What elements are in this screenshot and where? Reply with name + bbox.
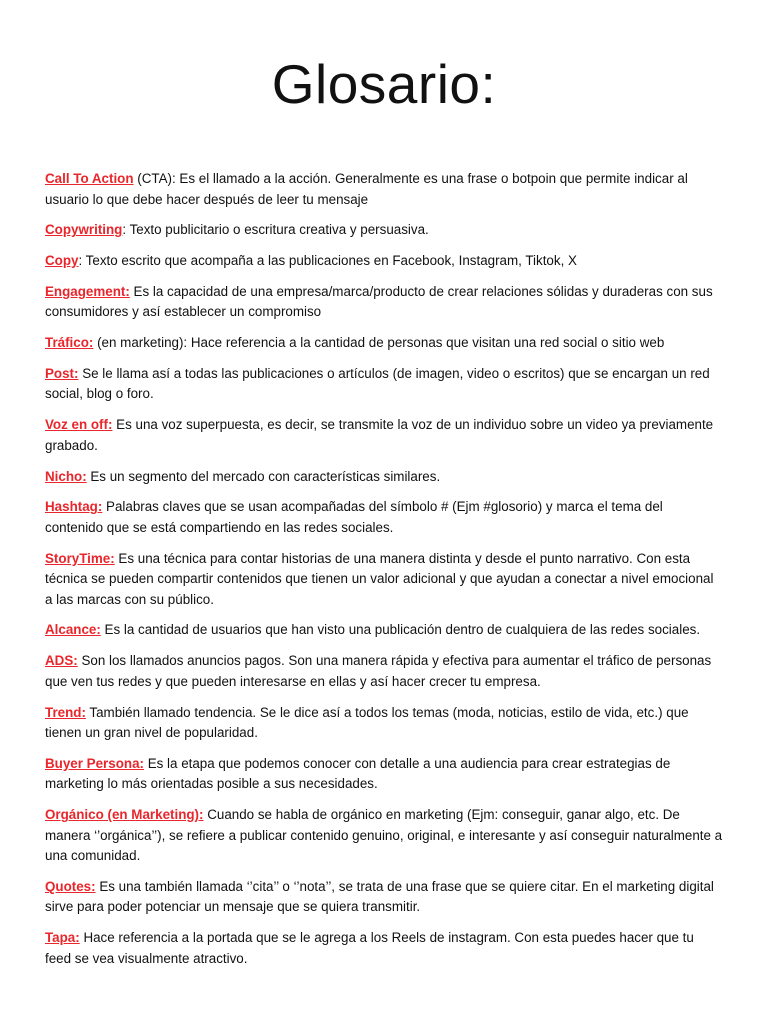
glossary-term: StoryTime: xyxy=(45,550,115,566)
glossary-term: Quotes: xyxy=(45,878,96,894)
page-title: Glosario: xyxy=(271,53,497,115)
glossary-entry xyxy=(45,467,723,488)
glossary-entry xyxy=(45,282,723,323)
glossary-term: Hashtag: xyxy=(45,499,103,515)
glossary-definition: : Texto publicitario o escritura creativa y persuasiva. xyxy=(122,222,429,238)
glossary-definition: (en marketing): Hace referencia a la cantidad de personas que visitan una red social o sitio web xyxy=(93,335,665,351)
glossary-definition: Es una también llamada ‘’cita’’ o ‘’nota’’, se trata de una frase que se quiere citar. En el marketing digital sirve para poder potenciar un mensaje que se quiera transmitir. xyxy=(45,878,714,915)
glossary-definition: Es una voz superpuesta, es decir, se transmite la voz de un individuo sobre un video ya previamente grabado. xyxy=(45,417,714,453)
glossary-term: ADS: xyxy=(45,653,78,669)
glossary-definition: Es la capacidad de una empresa/marca/producto de crear relaciones sólidas y duraderas con sus consumidores y así establecer un compromiso xyxy=(45,283,713,320)
glossary-list xyxy=(45,169,723,969)
glossary-term: Tráfico: xyxy=(45,335,94,351)
glossary-entry xyxy=(45,415,723,456)
glossary-entry xyxy=(45,169,723,210)
glossary-term: Voz en off: xyxy=(45,417,113,433)
glossary-entry xyxy=(45,333,723,354)
glossary-definition: Cuando se habla de orgánico en marketing (Ejm: conseguir, ganar algo, etc. De manera ‘’orgánica’’), se refiere a publicar contenido genuino, original, e interesante y así conseguir naturalmente a una comunidad. xyxy=(45,807,723,864)
glossary-term: Buyer Persona: xyxy=(45,755,144,771)
glossary-definition: : Texto escrito que acompaña a las publicaciones en Facebook, Instagram, Tiktok, X xyxy=(78,253,577,269)
glossary-entry xyxy=(45,497,723,538)
glossary-term: Engagement: xyxy=(45,283,130,299)
glossary-term: Copy xyxy=(45,253,79,269)
glossary-definition: Hace referencia a la portada que se le agrega a los Reels de instagram. Con esta puedes hacer que tu feed se vea visualmente atractivo. xyxy=(45,930,694,966)
glossary-definition: Es la etapa que podemos conocer con detalle a una audiencia para crear estrategias de marketing lo más orientadas posible a sus necesidades. xyxy=(45,755,671,792)
glossary-definition: Palabras claves que se usan acompañadas del símbolo # (Ejm #glosorio) y marca el tema del contenido que se está compartiendo en las redes sociales. xyxy=(45,499,663,535)
glossary-entry xyxy=(45,754,723,795)
glossary-definition: Son los llamados anuncios pagos. Son una manera rápida y efectiva para aumentar el tráfico de personas que ven tus redes y que pueden interesarse en ellas y así hacer crecer tu empresa. xyxy=(45,653,712,689)
glossary-term: Nicho: xyxy=(45,468,87,484)
glossary-entry xyxy=(45,928,723,969)
glossary-entry xyxy=(45,703,723,744)
glossary-definition: Se le llama así a todas las publicaciones o artículos (de imagen, video o escritos) que se encargan un red social, blog o foro. xyxy=(45,365,710,402)
glossary-entry xyxy=(45,651,723,692)
glossary-term: Copywriting xyxy=(45,222,123,238)
glossary-entry xyxy=(45,877,723,918)
glossary-term: Call To Action xyxy=(45,171,134,186)
glossary-definition: Es la cantidad de usuarios que han visto una publicación dentro de cualquiera de las redes sociales. xyxy=(100,622,701,638)
glossary-entry xyxy=(45,620,723,641)
glossary-definition: Es una técnica para contar historias de una manera distinta y desde el punto narrativo. Con esta técnica se pueden compartir contenidos que tienen un valor adicional y que ayudan a conectar a nivel emocional a las marcas con su público. xyxy=(45,550,714,607)
glossary-definition: También llamado tendencia. Se le dice así a todos los temas (moda, noticias, estilo de vida, etc.) que tienen un gran nivel de popularidad. xyxy=(45,704,689,741)
glossary-definition: (CTA): Es el llamado a la acción. Generalmente es una frase o botpoin que permite indicar al usuario lo que debe hacer después de leer tu mensaje xyxy=(45,171,688,207)
glossary-definition: Es un segmento del mercado con características similares. xyxy=(86,468,441,484)
glossary-term: Trend: xyxy=(45,704,86,720)
glossary-term: Alcance: xyxy=(45,622,101,638)
glossary-term: Orgánico (en Marketing): xyxy=(45,807,204,823)
glossary-entry xyxy=(45,549,723,611)
glossary-entry xyxy=(45,251,723,272)
glossary-entry xyxy=(45,364,723,405)
glossary-term: Post: xyxy=(45,365,79,381)
glossary-entry xyxy=(45,805,723,867)
glossary-entry xyxy=(45,220,723,241)
glossary-term: Tapa: xyxy=(45,930,80,946)
